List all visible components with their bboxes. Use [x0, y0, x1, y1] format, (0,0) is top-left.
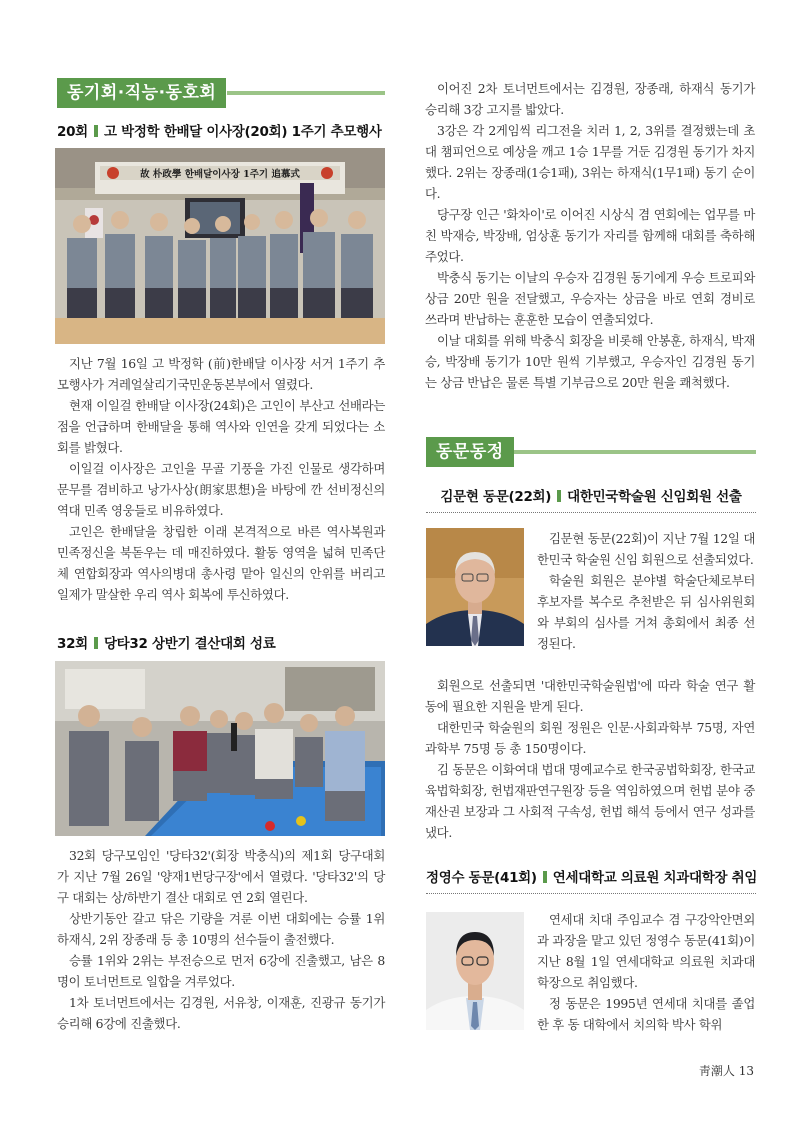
paragraph: 현재 이일걸 한배달 이사장(24회)은 고인이 부산고 선배라는 점을 언급하며 한배달을 통해 역사와 인연을 갖게 되었다는 소회를 밝혔다. [57, 398, 385, 455]
section-title: 동기회·직능·동호회 [57, 78, 226, 108]
paragraph: 1차 토너먼트에서는 김경원, 서유창, 이재훈, 진광규 동기가 승리해 6강에 진출했다. [57, 995, 385, 1031]
news-title: 대한민국학술원 신임회원 선출 [567, 489, 742, 505]
heading-bar [557, 490, 561, 502]
paragraph: 회원으로 선출되면 '대한민국학술원법'에 따라 학술 연구 활동에 필요한 지원을 받게 된다. [425, 678, 755, 714]
heading-bar [94, 125, 98, 137]
news-heading [426, 485, 756, 513]
article-heading [57, 120, 382, 140]
paragraph: 고인은 한배달을 창립한 이래 본격적으로 바른 역사복원과 민족정신을 북돋우는 데 매진하였다. 활동 영역을 넓혀 민족단체 연합회장과 역사의병대 총사령 맡아 일신의 안위를 버리고 일제가 말살한 우리 역사 회복에 투신하였다. [57, 524, 385, 602]
paragraph: 이일걸 이사장은 고인을 무골 기풍을 가진 인물로 생각하며 문무를 겸비하고 낭가사상(朗家思想)을 바탕에 깐 선비정신의 역대 민족 영웅들로 비유하였다. [57, 461, 385, 518]
paragraph: 당구장 인근 '화차이'로 이어진 시상식 겸 연회에는 업무를 마친 박재승, 박장배, 엄상훈 동기가 자리를 함께해 대회를 축하해주었다. [425, 207, 755, 264]
article1-body [57, 353, 385, 605]
news2-side-text [537, 909, 755, 1035]
paragraph: 학술원 회원은 분야별 학술단체로부터 후보자를 복수로 추천받은 뒤 심사위원회와 부회의 심사를 거쳐 총회에서 최종 선정된다. [537, 573, 755, 651]
paragraph: 연세대 치대 주임교수 겸 구강악안면외과 과장을 맡고 있던 정영수 동문(41회)이 지난 8월 1일 연세대학교 의료원 치과대학장으로 취임했다. [537, 912, 755, 990]
news-title: 연세대학교 의료원 치과대학장 취임 [552, 870, 758, 886]
class-number: 20회 [57, 124, 88, 140]
section-rule [227, 91, 385, 95]
portrait-kim [426, 528, 524, 646]
paragraph: 박충식 동기는 이날의 우승자 김경원 동기에게 우승 트로피와 상금 20만 원을 전달했고, 우승자는 상금을 바로 연회 경비로 쓰라며 반납하는 훈훈한 모습이 연출되었다. [425, 270, 755, 327]
billiards-photo [55, 661, 385, 836]
news1-body [425, 675, 755, 843]
paragraph: 상반기동안 갈고 닦은 기량을 겨룬 이번 대회에는 승률 1위 하재식, 2위 장종래 등 총 10명의 선수들이 출전했다. [57, 911, 385, 947]
paragraph: 이어진 2차 토너먼트에서는 김경원, 장종래, 하재식 동기가 승리해 3강 고지를 밟았다. [425, 81, 755, 117]
alumnus-name: 김문현 동문(22회) [440, 489, 552, 505]
heading-bar [94, 637, 98, 649]
paragraph: 지난 7월 16일 고 박정학 (前)한배달 이사장 서거 1주기 추모행사가 겨레얼살리기국민운동본부에서 열렸다. [57, 356, 385, 392]
paragraph: 대한민국 학술원의 회원 정원은 인문·사회과학부 75명, 자연과학부 75명 등 총 150명이다. [425, 720, 755, 756]
article-heading [57, 632, 275, 652]
news-heading [426, 866, 756, 894]
paragraph: 김문현 동문(22회)이 지난 7월 12일 대한민국 학술원 신임 회원으로 선출되었다. [537, 531, 755, 567]
portrait-jung [426, 912, 524, 1030]
news1-side-text [537, 528, 755, 654]
article2-body [57, 845, 385, 1034]
alumnus-name: 정영수 동문(41회) [426, 870, 537, 886]
article-title: 고 박정학 한배달 이사장(20회) 1주기 추모행사 [103, 124, 382, 140]
section-title: 동문동정 [426, 437, 514, 467]
section-header-alumni-news [426, 437, 756, 467]
paragraph: 승률 1위와 2위는 부전승으로 먼저 6강에 진출했고, 남은 8명이 토너먼트로 일합을 겨루었다. [57, 953, 385, 989]
paragraph: 이날 대회를 위해 박충식 회장을 비롯해 안봉훈, 하재식, 박재승, 박장배 동기가 10만 원씩 기부했고, 우승자인 김경원 동기는 상금 반납은 물론 특별 기부금으로 20만 원을 쾌척했다. [425, 333, 755, 390]
article-title: 당타32 상반기 결산대회 성료 [103, 636, 276, 652]
paragraph: 3강은 각 2게임씩 리그전을 치러 1, 2, 3위를 결정했는데 초대 챔피언으로 예상을 깨고 1승 1무를 거둔 김경원 동기가 차지했다. 2위는 장종래(1승1패), 3위는 하재식(1무1패) 동기 순이다. [425, 123, 755, 201]
class-number: 32회 [57, 636, 88, 652]
memorial-photo [55, 148, 385, 344]
paragraph: 김 동문은 이화여대 법대 명예교수로 한국공법학회장, 한국교육법학회장, 헌법재판연구원장 등을 역임하였으며 헌법 분야 중 재산권 보장과 그 사회적 구속성, 헌법 해석 등에서 연구 성과를 냈다. [425, 762, 755, 840]
section-header-clubs [57, 78, 385, 108]
memorial-banner: 故 朴政學 한배달이사장 1주기 追慕式 [140, 169, 300, 180]
paragraph: 정 동문은 1995년 연세대 치대를 졸업한 후 동 대학에서 치의학 박사 학위 [537, 996, 755, 1032]
page-folio: 靑潮人 13 [698, 1064, 754, 1078]
paragraph: 32회 당구모임인 '당타32'(회장 박충식)의 제1회 당구대회가 지난 7월 26일 '양재1번당구장'에서 열렸다. '당타32'의 당구 대회는 상/하반기 결산 대회로 연 2회 열린다. [57, 848, 385, 905]
article2-continued [425, 78, 755, 393]
section-rule [514, 450, 756, 454]
heading-bar [543, 871, 547, 883]
